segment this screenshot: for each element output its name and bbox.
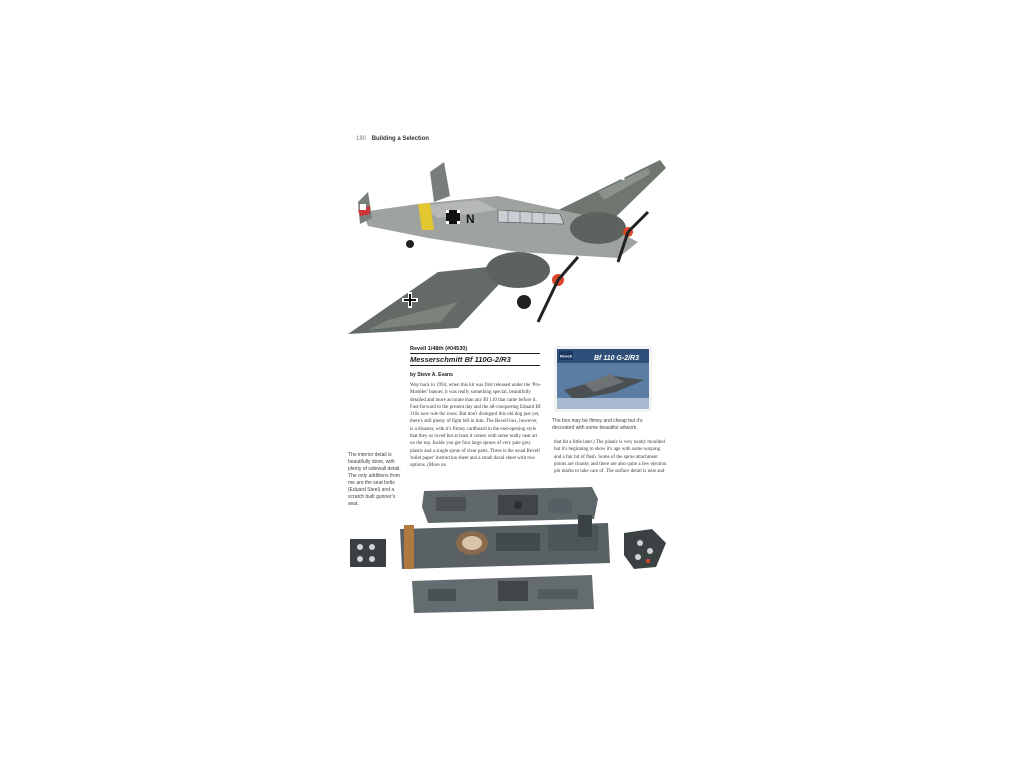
kit-title: Messerschmitt Bf 110G-2/R3 xyxy=(410,353,540,366)
kit-heading xyxy=(410,346,540,378)
box-logo: Revell xyxy=(560,353,572,359)
instrument-panel-right xyxy=(624,529,666,569)
box-art-photo xyxy=(554,346,652,412)
kit-author: by Steve A. Evans xyxy=(410,372,453,378)
page-header xyxy=(356,136,429,142)
box-caption: The box may be flimsy and cheap but it's decorated with some beautiful artwork. xyxy=(552,418,643,431)
section-title: Building a Selection xyxy=(371,136,430,142)
tail-fin-right xyxy=(430,162,450,202)
fuselage-code: N xyxy=(466,212,475,226)
box-title: Bf 110 G-2/R3 xyxy=(594,355,639,362)
page-number: 180 xyxy=(356,136,367,142)
kit-brand: Revell 1/48th (#04530) xyxy=(410,346,468,352)
magazine-page xyxy=(348,130,678,630)
aircraft-model-photo xyxy=(348,152,668,342)
cockpit-parts-photo xyxy=(348,485,678,630)
article-column-1: Way back in 1994, when this kit was first released under the 'Pro-Modeler' banner, it was really something special, beautifully detailed and more accurate than any Bf 110 that came before it. Fast-forward to the present day and the all-conquering Eduard Bf 110s now rule the roost. But don't disregard this old dog just yet, there's still plenty of fight left in him. The Revell box, however, is a disaster, with it's flimsy cardboard in the end-opening style that they so loved but at least it comes with some really neat art on the top. Inside you get four large sprues of very pale grey plastic and a single sprue of clear parts. There is the usual Revell 'toilet paper' instruction sheet and a small decal sheet with two options. (More on xyxy=(410,383,542,469)
left-engine xyxy=(486,252,550,288)
interior-caption: The interior detail is beautifully done, with plenty of sidewall detail. The only additions from me are the seat belts (Eduard Steel) and a scratch built gunner's seat. xyxy=(348,452,401,507)
instrument-panel-left xyxy=(350,539,386,567)
right-engine xyxy=(570,212,626,244)
article-column-2: that bit a little later.) The plastic is very neatly moulded but it's beginning to show it's age with some warping and a fair bit of flash. Some of the sprue attachment points are chunky and there are also quite a few ejection pin marks to take care of. The surface detail is neat and xyxy=(554,440,667,475)
